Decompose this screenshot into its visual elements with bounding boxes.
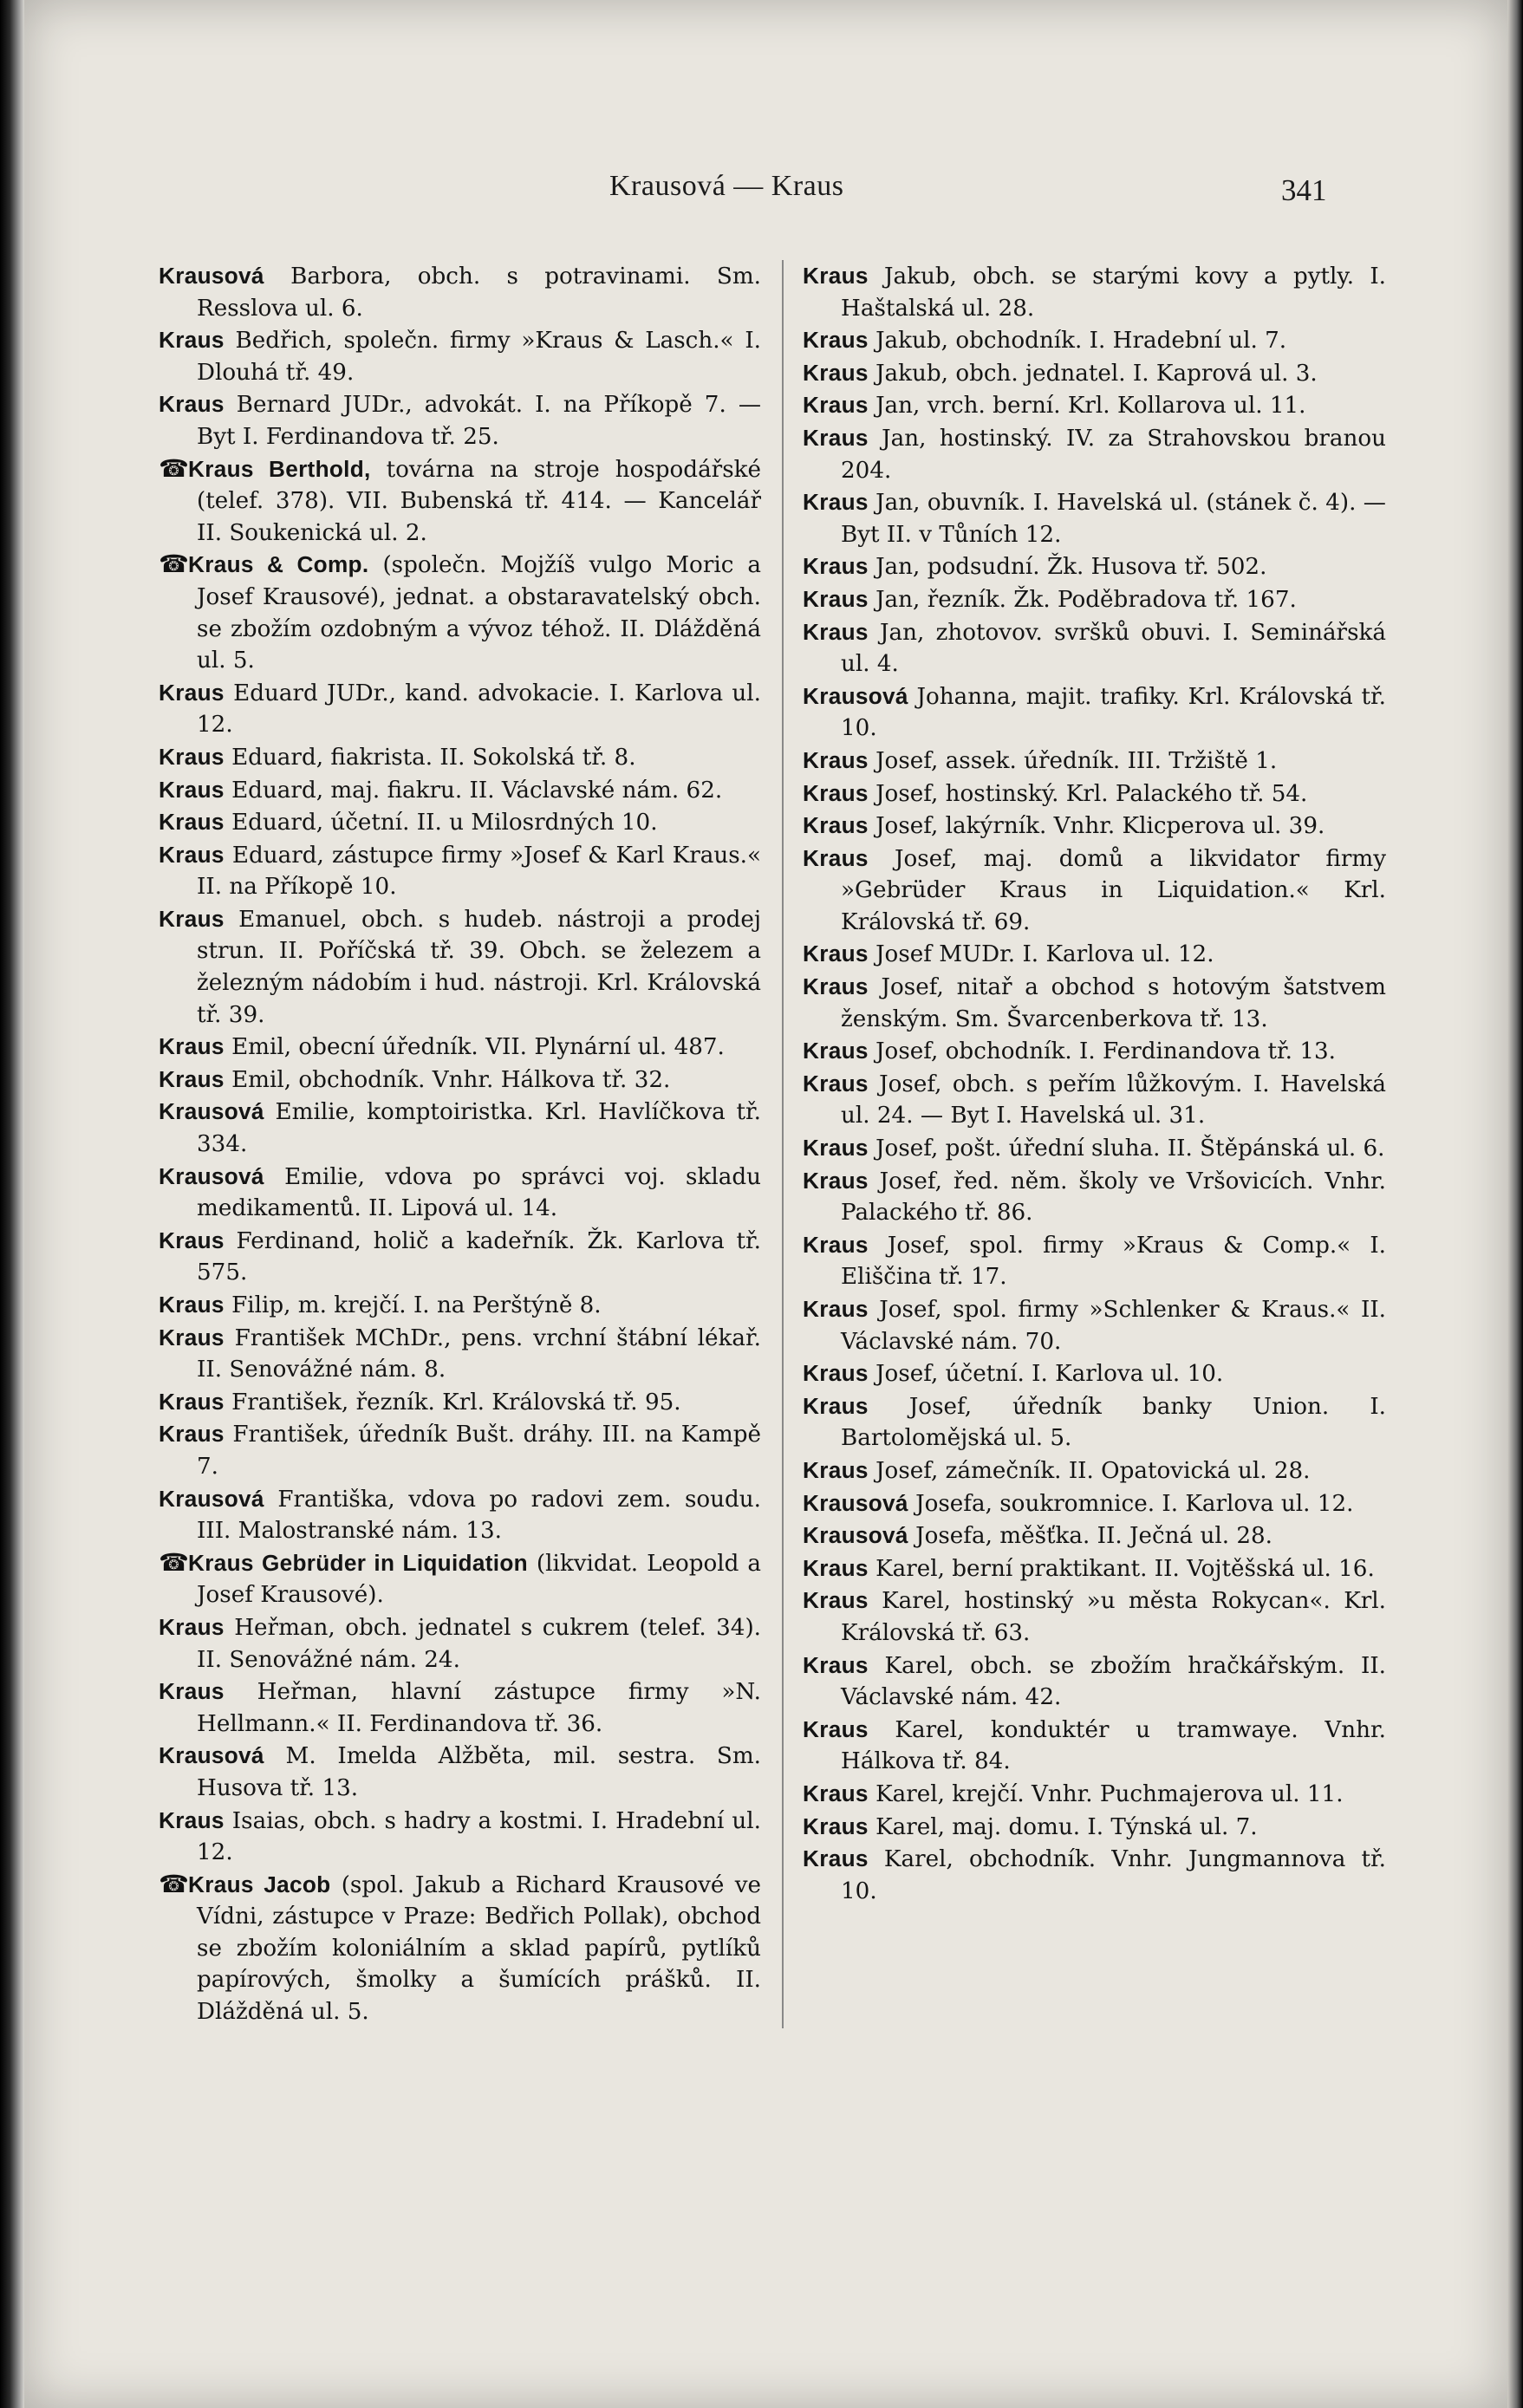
entry-name: Kraus [159, 1421, 225, 1448]
entry-name: Kraus [803, 618, 869, 645]
directory-entry [803, 1035, 1386, 1068]
entry-details: Karel, berní praktikant. II. Vojtěšská ul. 16. [875, 1555, 1375, 1582]
running-head: Krausová — Kraus [609, 170, 844, 202]
entry-details: Jan, podsudní. Žk. Husova tř. 502. [875, 554, 1267, 581]
entry-details: Karel, krejčí. Vnhr. Puchmajerova ul. 11. [875, 1780, 1344, 1807]
entry-details: Eduard, maj. fiakru. II. Václavské nám. 62. [231, 777, 723, 804]
entry-name: Kraus [803, 973, 869, 1000]
entry-details: Josef, nitař a obchod s hotovým šatstvem ženským. Sm. Švarcenberkova tř. 13. [841, 974, 1386, 1032]
directory-entry [803, 1229, 1386, 1293]
entry-name: Krausová [803, 1522, 908, 1549]
directory-entry [803, 357, 1386, 390]
entry-details: Heřman, hlavní zástupce firmy »N. Hellmann.« II. Ferdinandova tř. 36. [197, 1679, 761, 1737]
entry-details: Josef, spol. firmy »Schlenker & Kraus.« II. Václavské nám. 70. [841, 1297, 1386, 1355]
entry-name: Kraus [803, 1392, 869, 1419]
entry-name: Kraus [159, 809, 225, 836]
entry-details: Karel, hostinský »u města Rokycan«. Krl. Královská tř. 63. [841, 1588, 1386, 1646]
entry-details: Jakub, obchodník. I. Hradební ul. 7. [875, 328, 1287, 355]
entry-details: Heřman, obch. jednatel s cukrem (telef. 34). II. Senovážné nám. 24. [197, 1614, 761, 1673]
entry-name: Kraus [159, 391, 225, 418]
entry-details: Josef, pošt. úřední sluha. II. Štěpánská ul. 6. [875, 1136, 1385, 1162]
directory-entry [159, 324, 761, 388]
entry-name: Kraus [159, 1806, 225, 1833]
directory-entry [803, 971, 1386, 1035]
entry-name: Kraus [159, 776, 225, 803]
directory-entry [159, 1547, 761, 1611]
entry-details: Jan, řezník. Žk. Poděbradova tř. 167. [875, 586, 1297, 613]
directory-entry [803, 260, 1386, 324]
telephone-icon: ☎ [159, 453, 189, 483]
directory-entry [159, 1161, 761, 1225]
page-number: 341 [1281, 173, 1327, 207]
entry-details: Josef, spol. firmy »Kraus & Comp.« I. Eliščina tř. 17. [841, 1232, 1386, 1291]
directory-entry [159, 774, 761, 807]
entry-name: Kraus [159, 1065, 225, 1092]
entry-details: Jan, hostinský. IV. za Strahovskou branou 204. [841, 425, 1386, 484]
entry-details: Josef, assek. úředník. III. Tržiště 1. [875, 747, 1278, 774]
directory-entry [803, 1165, 1386, 1229]
directory-entry [159, 1418, 761, 1482]
entry-details: Karel, maj. domu. I. Týnská ul. 7. [875, 1813, 1258, 1840]
entry-details: Filip, m. krejčí. I. na Perštýně 8. [231, 1292, 602, 1318]
entry-name: Krausová [159, 1742, 264, 1769]
entry-name: Kraus [803, 812, 869, 839]
entry-details: Karel, obch. se zbožím hračkářským. II. Václavské nám. 42. [841, 1652, 1386, 1711]
entry-details: Karel, konduktér u tramwaye. Vnhr. Hálkova tř. 84. [841, 1716, 1386, 1775]
entry-name: Kraus [803, 263, 869, 289]
entry-name: Kraus [803, 844, 869, 871]
entry-details: Emilie, komptoiristka. Krl. Havlíčkova tř. 334. [197, 1099, 761, 1158]
directory-entry [803, 1520, 1386, 1552]
directory-entry [803, 810, 1386, 843]
entry-details: Bedřich, společn. firmy »Kraus & Lasch.« I. Dlouhá tř. 49. [197, 328, 762, 386]
entry-details: Eduard, účetní. II. u Milosrdných 10. [231, 810, 658, 836]
entry-details: Johanna, majit. trafiky. Krl. Královská tř. 10. [841, 683, 1386, 742]
entry-name: Kraus [803, 424, 869, 451]
entry-details: (spol. Jakub a Richard Krausové ve Vídni, zástupce v Praze: Bedřich Pollak), obchod se zbožím koloniálním a sklad papírů, pytlíků papírových, šmolky a šumících prášků. II. Dlážděná ul. 5. [197, 1871, 761, 2026]
directory-entry [159, 1869, 761, 2028]
entry-details: Josef, maj. domů a likvidator firmy »Gebrüder Kraus in Liquidation.« Krl. Královská tř. 69. [841, 845, 1386, 935]
entry-name: Kraus [803, 1651, 869, 1678]
entry-name: Kraus [803, 1813, 869, 1839]
directory-entry [159, 839, 761, 903]
entry-name: Kraus [159, 1678, 225, 1705]
telephone-icon: ☎ [159, 1869, 189, 1898]
entry-name: Kraus [803, 1296, 869, 1322]
directory-entry [803, 324, 1386, 357]
directory-entry [803, 1552, 1386, 1585]
entry-name: Kraus [159, 743, 225, 770]
directory-entry [159, 1805, 761, 1869]
entry-name: Kraus Berthold, [188, 455, 371, 482]
entry-name: Kraus [159, 679, 225, 706]
entry-name: Kraus [803, 1456, 869, 1483]
directory-entry [803, 1068, 1386, 1132]
directory-entry [159, 1676, 761, 1740]
entry-name: Kraus [803, 359, 869, 386]
entry-name: Kraus [803, 585, 869, 612]
entry-name: Kraus [159, 1388, 225, 1415]
directory-entry [803, 1843, 1386, 1907]
entry-details: továrna na stroje hospodářské (telef. 378). VII. Bubenská tř. 414. — Kancelář II. Soukenická ul. 2. [197, 456, 762, 546]
directory-entry [159, 806, 761, 839]
entry-details: Jan, zhotovov. svršků obuvi. I. Seminářská ul. 4. [841, 619, 1386, 678]
directory-entry [803, 1714, 1386, 1778]
directory-entry [159, 1611, 761, 1676]
entry-details: František, úředník Bušt. dráhy. III. na Kampě 7. [197, 1422, 761, 1480]
entry-details: František MChDr., pens. vrchní štábní lékař. II. Senovážné nám. 8. [197, 1324, 761, 1383]
entry-details: Emil, obchodník. Vnhr. Hálkova tř. 32. [231, 1066, 671, 1093]
entry-details: Eduard JUDr., kand. advokacie. I. Karlova ul. 12. [197, 680, 761, 739]
entry-details: Josefa, měšťka. II. Ječná ul. 28. [915, 1523, 1273, 1550]
entry-name: Kraus [159, 1613, 225, 1640]
entry-details: Jan, vrch. berní. Krl. Kollarova ul. 11. [875, 393, 1306, 420]
entry-name: Kraus [803, 392, 869, 419]
entry-name: Kraus [803, 779, 869, 806]
directory-entry [803, 1390, 1386, 1455]
entry-details: Emilie, vdova po správci voj. skladu medikamentů. II. Lipová ul. 14. [197, 1163, 761, 1222]
directory-entry [159, 677, 761, 741]
entry-name: Kraus [803, 1780, 869, 1806]
entry-name: Krausová [159, 1485, 264, 1512]
directory-entry [803, 1778, 1386, 1811]
directory-entry [159, 260, 761, 324]
entry-name: Kraus [159, 327, 225, 354]
directory-entry [803, 1487, 1386, 1520]
directory-columns [159, 260, 1407, 2028]
entry-details: Bernard JUDr., advokát. I. na Příkopě 7. — Byt I. Ferdinandova tř. 25. [197, 392, 762, 450]
telephone-icon: ☎ [159, 550, 189, 579]
directory-entry [803, 1132, 1386, 1165]
directory-entry [803, 1357, 1386, 1390]
entry-name: Krausová [159, 263, 264, 289]
page-edge-right [1507, 0, 1523, 2408]
entry-name: Kraus [803, 489, 869, 516]
directory-entry [159, 549, 761, 676]
entry-name: Kraus [803, 1587, 869, 1614]
entry-name: Kraus [803, 1167, 869, 1194]
directory-entry [159, 1322, 761, 1386]
directory-entry [803, 1585, 1386, 1649]
entry-name: Kraus Gebrüder in Liquidation [188, 1549, 528, 1576]
entry-name: Kraus [803, 940, 869, 967]
directory-entry [159, 1096, 761, 1160]
entry-name: Krausová [159, 1098, 264, 1125]
entry-details: Josef MUDr. I. Karlova ul. 12. [875, 941, 1214, 968]
entry-details: (likvidat. Leopold a Josef Krausové). [197, 1550, 761, 1609]
entry-details: Josef, obch. s peřím lůžkovým. I. Havelská ul. 24. — Byt I. Havelská ul. 31. [841, 1071, 1386, 1129]
entry-name: Krausová [803, 1489, 908, 1516]
entry-name: Kraus [803, 1845, 869, 1872]
entry-details: Josef, hostinský. Krl. Palackého tř. 54. [875, 780, 1308, 807]
directory-page [24, 0, 1508, 2408]
telephone-icon: ☎ [159, 1547, 189, 1577]
entry-details: Jakub, obch. jednatel. I. Kaprová ul. 3. [875, 360, 1318, 387]
left-column [159, 260, 761, 2028]
entry-name: Kraus [803, 1231, 869, 1258]
entry-details: Jan, obuvník. I. Havelská ul. (stánek č. 4). — Byt II. v Tůních 12. [841, 490, 1386, 548]
directory-entry [803, 616, 1386, 680]
directory-entry [803, 1293, 1386, 1357]
entry-details: Josef, řed. něm. školy ve Vršovicích. Vnhr. Palackého tř. 86. [841, 1168, 1387, 1227]
entry-name: Kraus [803, 1135, 869, 1162]
entry-details: Josef, lakýrník. Vnhr. Klicperova ul. 39. [875, 813, 1325, 840]
directory-entry [159, 1225, 761, 1289]
page-header [24, 170, 1508, 213]
entry-details: Josef, účetní. I. Karlova ul. 10. [875, 1361, 1224, 1388]
directory-entry [803, 422, 1386, 486]
entry-details: Emil, obecní úředník. VII. Plynární ul. 487. [231, 1034, 725, 1061]
directory-entry [159, 1289, 761, 1322]
entry-name: Kraus [803, 327, 869, 354]
entry-details: Eduard, zástupce firmy »Josef & Karl Kraus.« II. na Příkopě 10. [197, 842, 761, 901]
directory-entry [803, 1650, 1386, 1714]
page-edge-left [0, 0, 24, 2408]
entry-name: Kraus [803, 1554, 869, 1581]
entry-details: Karel, obchodník. Vnhr. Jungmannova tř. 10. [841, 1846, 1387, 1904]
directory-entry [159, 1740, 761, 1804]
directory-entry [159, 1483, 761, 1547]
entry-details: Eduard, fiakrista. II. Sokolská tř. 8. [231, 744, 636, 771]
directory-entry [803, 778, 1386, 810]
entry-details: Josef, obchodník. I. Ferdinandova tř. 13. [875, 1038, 1336, 1065]
directory-entry [803, 1811, 1386, 1844]
entry-name: Kraus [803, 1070, 869, 1097]
entry-name: Kraus & Comp. [188, 551, 369, 578]
entry-details: M. Imelda Alžběta, mil. sestra. Sm. Husova tř. 13. [197, 1743, 761, 1801]
entry-details: Josefa, soukromnice. I. Karlova ul. 12. [915, 1490, 1354, 1517]
entry-name: Kraus [803, 746, 869, 773]
entry-name: Kraus [803, 553, 869, 580]
entry-details: Jakub, obch. se starými kovy a pytly. I. Haštalská ul. 28. [841, 264, 1386, 322]
directory-entry [159, 741, 761, 774]
directory-entry [159, 1031, 761, 1064]
directory-entry [803, 843, 1386, 939]
entry-name: Kraus [159, 841, 225, 868]
directory-entry [803, 680, 1386, 745]
entry-details: Emanuel, obch. s hudeb. nástroji a prodej strun. II. Poříčská tř. 39. Obch. se železem a železným nádobím i hud. nástroji. Krl. Královská tř. 39. [197, 906, 761, 1028]
entry-name: Krausová [803, 682, 908, 709]
directory-entry [803, 1455, 1386, 1487]
entry-details: (společn. Mojžíš vulgo Moric a Josef Krausové), jednat. a obstaravatelský obch. se zbožím ozdobným a vývoz téhož. II. Dlážděná ul. 5. [197, 552, 762, 674]
entry-details: František, řezník. Krl. Královská tř. 95. [231, 1389, 681, 1416]
entry-details: Barbora, obch. s potravinami. Sm. Resslova ul. 6. [197, 264, 762, 322]
entry-details: Isaias, obch. s hadry a kostmi. I. Hradební ul. 12. [197, 1807, 761, 1866]
entry-name: Kraus [159, 1033, 225, 1060]
directory-entry [159, 453, 761, 550]
directory-entry [803, 486, 1386, 550]
directory-entry [159, 903, 761, 1031]
directory-entry [803, 745, 1386, 778]
entry-details: Františka, vdova po radovi zem. soudu. III. Malostranské nám. 13. [197, 1486, 761, 1545]
entry-name: Kraus Jacob [188, 1871, 331, 1897]
entry-name: Kraus [159, 905, 225, 932]
entry-name: Kraus [803, 1360, 869, 1387]
directory-entry [159, 1386, 761, 1419]
directory-entry [803, 550, 1386, 583]
directory-entry [803, 938, 1386, 971]
right-column [782, 260, 1386, 2028]
entry-name: Kraus [159, 1324, 225, 1350]
directory-entry [159, 388, 761, 452]
directory-entry [803, 389, 1386, 422]
directory-entry [159, 1064, 761, 1097]
entry-name: Kraus [159, 1227, 225, 1253]
entry-name: Krausová [159, 1162, 264, 1189]
entry-name: Kraus [159, 1292, 225, 1318]
directory-entry [803, 583, 1386, 616]
entry-name: Kraus [803, 1715, 869, 1742]
entry-name: Kraus [803, 1038, 869, 1064]
entry-details: Josef, zámečník. II. Opatovická ul. 28. [875, 1457, 1311, 1484]
entry-details: Josef, úředník banky Union. I. Bartolomějská ul. 5. [841, 1393, 1386, 1452]
entry-details: Ferdinand, holič a kadeřník. Žk. Karlova tř. 575. [197, 1227, 761, 1286]
